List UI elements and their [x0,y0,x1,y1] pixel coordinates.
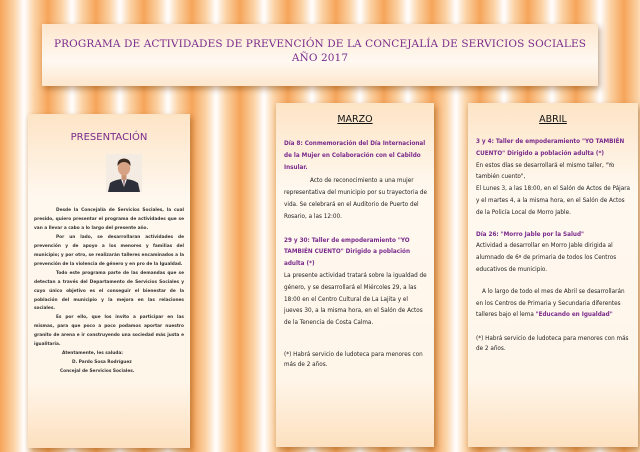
april-event-3-text [476,287,632,322]
page-title: PROGRAMA DE ACTIVIDADES DE PREVENCIÓN DE LA CONCEJALÍA DE SERVICIOS SOCIALES [54,38,586,50]
march-event-1-text: Acto de reconocimiento a una mujer representativa del municipio por su trayectoria de vida. Se celebrará en el Auditorio de Puerto del Rosario, a las 12:00. [284,178,427,220]
march-event-2-text: La presente actividad tratará sobre la igualdad de género, y se desarrollará el Miércoles 29, a las 18:00 en el Centro Cultural de La Lajita y el jueves 30, a la misma hora, en el Salón de Actos de la Tenencia de Costa Calma. [284,272,427,327]
presentation-paragraph-4: Es por ello, que los invito a participar en las mismas, para que poco a poco podamos aportar nuestro granito de arena e ir construyendo una sociedad más justa e igualitaria. [34,315,184,348]
presentation-panel [28,114,190,448]
page-subtitle-year: AÑO 2017 [291,52,349,64]
april-event-1-text-2: El Lunes 3, a las 18:00, en el Salón de Actos de Pájara y el martes 4, a la misma hora, en el Salón de Actos de la Policía Local de Morro Jable. [476,186,631,216]
march-event-2-heading: 29 y 30: Taller de empoderamiento "YO TAMBIÉN CUENTO" Dirigido a población adulta (*) [284,237,411,268]
presentation-text [34,207,184,377]
march-title: MARZO [337,114,373,125]
april-panel [468,103,638,447]
march-event-1-heading: Día 8: Conmemoración del Día Internacional de la Mujer en Colaboración con el Cabildo Insular. [284,141,426,171]
march-content [284,139,428,370]
april-event-3-slogan: "Educando en Igualdad" [535,312,613,319]
april-event-1-heading: 3 y 4: Taller de empoderamiento "YO TAMBIÉN CUENTO" Dirigido a población adulta (*) [476,139,625,157]
april-content [476,137,632,354]
signature-name: D. Pardo Sosa Rodríguez [72,360,132,366]
march-panel [276,103,434,447]
signature-role: Concejal de Servicios Sociales. [60,369,135,375]
closing-line: Atentamente, les saluda: [62,351,123,357]
presentation-paragraph-1: Desde la Concejalía de Servicios Sociales, la cual presido, quiero presentar el programa de actividades que se van a llevar a cabo a lo largo del presente año. [34,208,184,231]
april-event-2-text: Actividad a desarrollar en Morro Jable dirigida al alumnado de 6º de primaria de todos los Centros educativos de municipio. [476,243,617,273]
march-note: (*) Habrá servicio de ludoteca para menores con más de 2 años. [284,351,423,368]
councillor-photo [106,154,142,192]
presentation-paragraph-2: Por un lado, se desarrollaran actividades de prevención y de apoyo a los menores y familias del municipio; y por otro, se realizarán talleres encaminados a la prevención de la violencia de género y en pro de la Igualdad. [34,234,184,267]
april-title: ABRIL [539,114,567,125]
header-banner [42,24,598,86]
april-event-2-heading: Día 26: "Morro Jable por la Salud" [476,231,584,238]
april-event-3-text-a: A lo largo de todo el mes de Abril se desarrollarán en los Centros de Primaria y Secundaria diferentes talleres bajo el lema [476,288,625,319]
april-note: (*) Habrá servicio de ludoteca para menores con más de 2 años. [476,336,629,353]
presentation-title: PRESENTACIÓN [70,132,148,143]
presentation-paragraph-3: Todo este programa parte de las demandas que se detectan a través del Departamento de Servicios Sociales y cuyo único objetivo es el conseguir el bienestar de la población del municipio y la mejora en las relaciones sociales. [34,270,184,312]
april-event-1-text-1: En estos días se desarrollará el mismo taller, "Yo también cuento", [476,162,615,181]
